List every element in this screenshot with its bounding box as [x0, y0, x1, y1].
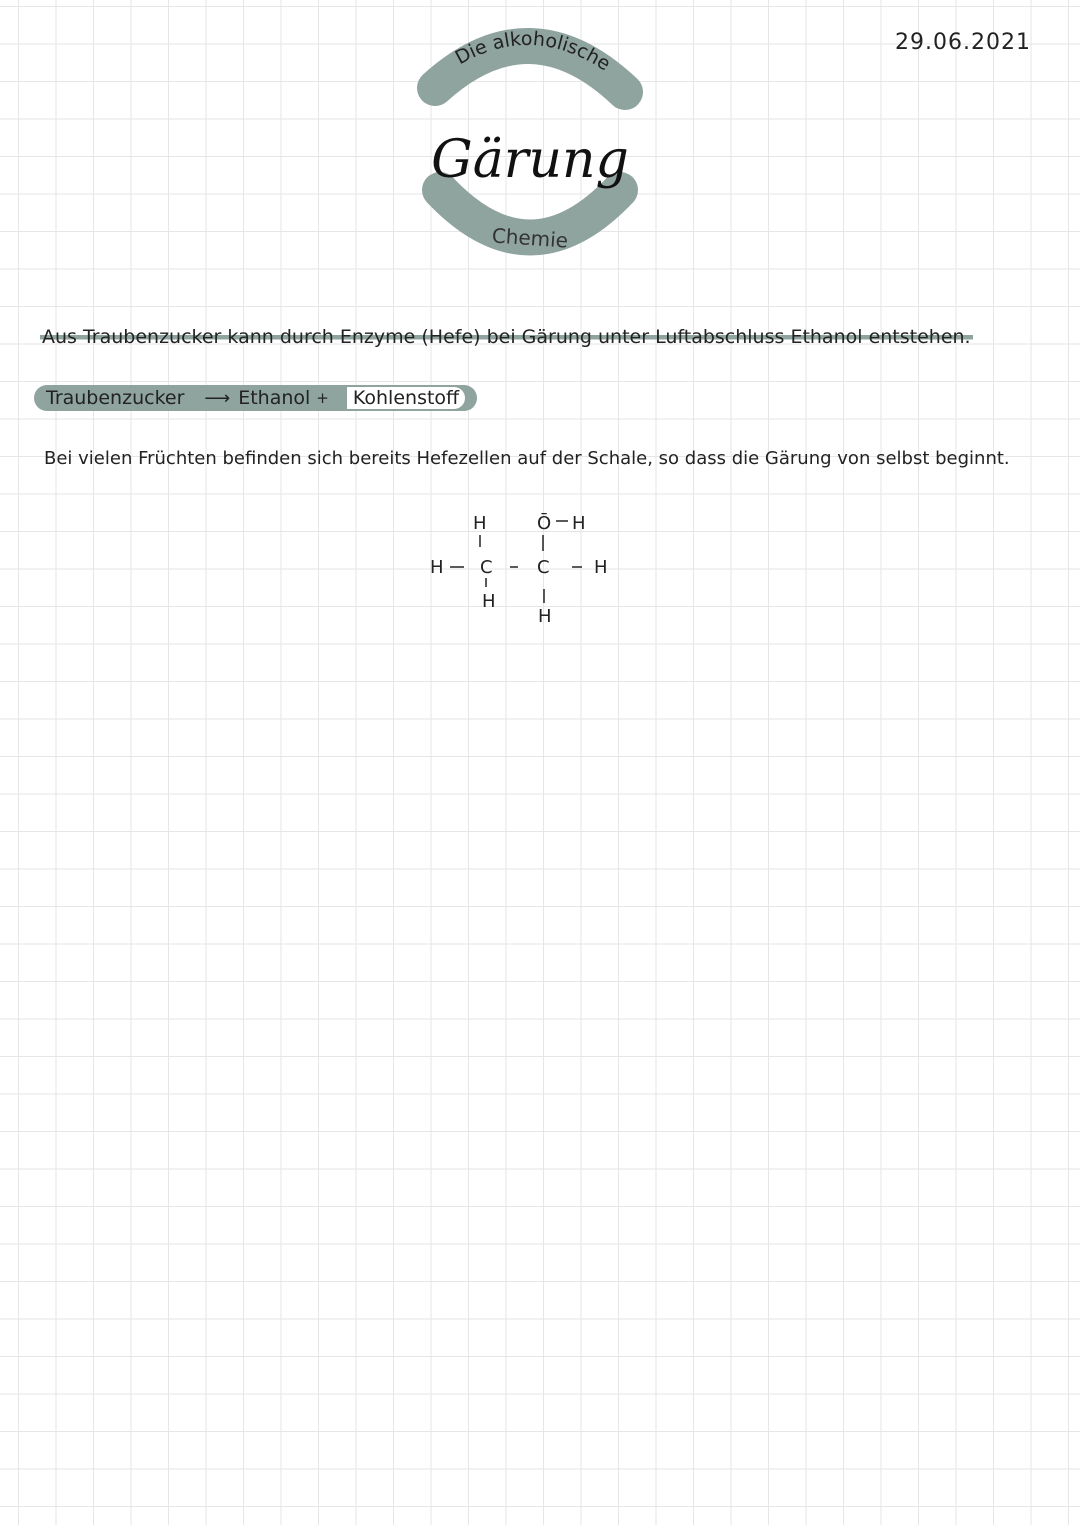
atom-h-left: H	[430, 557, 444, 578]
title-emblem	[410, 20, 650, 270]
atom-h-oh: H	[572, 513, 586, 534]
note-line-1-text: Aus Traubenzucker kann durch Enzyme (Hefe) bei Gärung unter Luftabschluss Ethanol entstehen.	[42, 326, 971, 348]
plus-sign: +	[316, 389, 329, 407]
note-line-3: Bei vielen Früchten befinden sich bereits Hefezellen auf der Schale, so dass die Gärung von selbst beginnt.	[44, 448, 1010, 469]
equation-highlight	[34, 385, 477, 411]
page-title: Gärung	[431, 130, 629, 190]
date-label: 29.06.2021	[895, 30, 1031, 55]
note-line-1	[40, 326, 973, 348]
arrow-icon: ⟶	[204, 387, 231, 409]
reaction-equation	[34, 384, 477, 412]
atom-c2: C	[537, 557, 550, 578]
reactant-label: Traubenzucker	[46, 387, 185, 409]
atom-c1: C	[480, 557, 493, 578]
atom-h-top: H	[473, 513, 487, 534]
atom-h-right: H	[594, 557, 608, 578]
ethanol-structure	[420, 505, 620, 630]
subject-label: Chemie	[491, 223, 569, 253]
atom-h-bottom1: H	[482, 591, 496, 612]
arc-top-text: Die alkoholische	[451, 27, 615, 76]
atom-o: Ō	[537, 513, 552, 534]
product2-label: Kohlenstoff	[347, 387, 465, 409]
product1-label: Ethanol	[238, 387, 311, 409]
atom-h-bottom2: H	[538, 606, 552, 627]
